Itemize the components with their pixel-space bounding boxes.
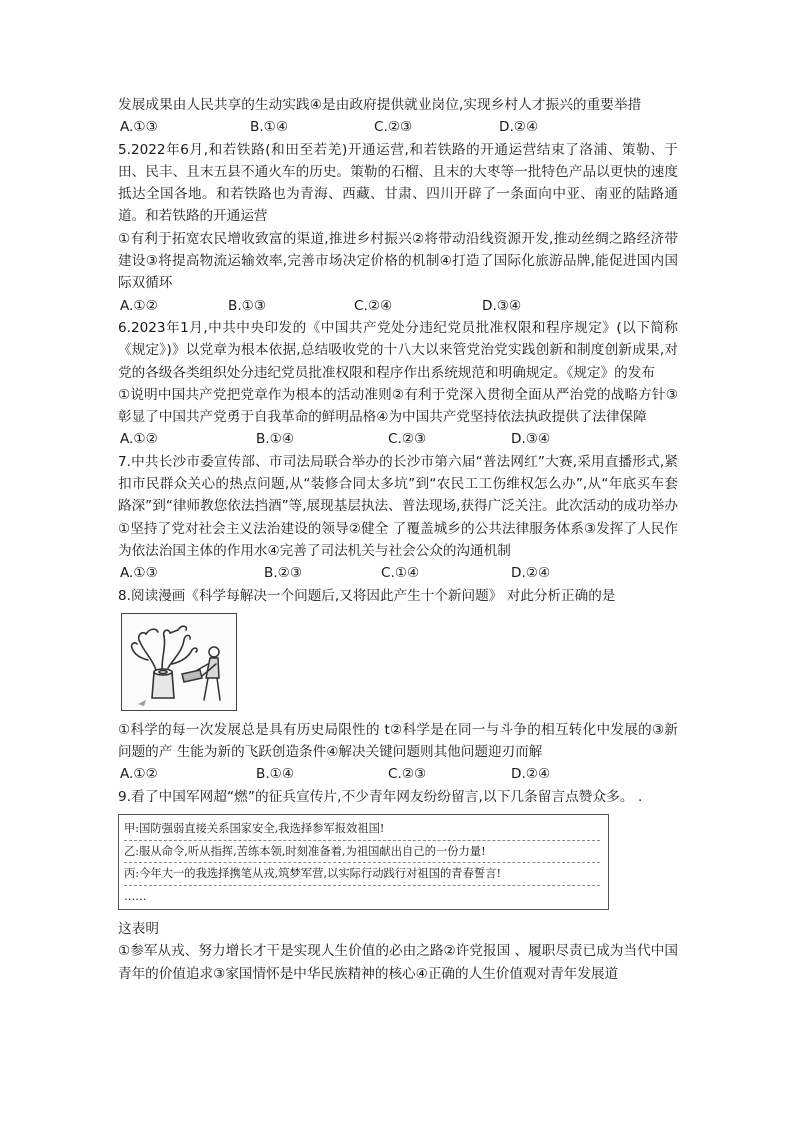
- q5-options: [118, 295, 678, 317]
- option-b: B.①③: [228, 297, 267, 314]
- q7-options: [118, 562, 678, 584]
- q7-statements: ①坚持了党对社会主义法治建设的领导②健全 了覆盖城乡的公共法律服务体系③发挥了人民作为依法治国主体的作用水④完善了司法机关与社会公众的沟通机制: [118, 520, 678, 559]
- q9-stem: 9.看了中国军网超“燃”的征兵宣传片,不少青年网友纷纷留言,以下几条留言点赞众多。 .: [118, 788, 643, 805]
- exam-page: [118, 94, 678, 985]
- option-c: C.②④: [354, 297, 393, 314]
- option-b: B.①④: [256, 766, 295, 783]
- q8-stem: 8.阅读漫画《科学每解决一个问题后,又将因此产生十个新问题》 对此分析正确的是: [118, 587, 616, 604]
- q4-tail-line: 发展成果由人民共享的生动实践④是由政府提供就业岗位,实现乡村人才振兴的重要举措: [118, 97, 642, 113]
- option-c: C.①④: [381, 565, 420, 582]
- option-d: D.③④: [482, 297, 522, 314]
- option-d: D.③④: [511, 431, 551, 448]
- option-a: A.①②: [120, 297, 158, 314]
- option-d: D.②④: [499, 119, 539, 136]
- option-a: A.①②: [120, 431, 158, 448]
- divider: [124, 862, 600, 863]
- comment-ellipsis: ……: [124, 889, 147, 903]
- option-c: C.②③: [388, 766, 427, 783]
- option-c: C.②③: [388, 431, 427, 448]
- option-a: A.①②: [120, 766, 158, 783]
- option-b: B.②③: [264, 565, 303, 582]
- option-a: A.①③: [120, 119, 158, 136]
- q6-statements: ①说明中国共产党把党章作为根本的活动准则②有利于党深入贯彻全面从严治党的战略方针③彰显了中国共产党勇于自我革命的鲜明品格④为中国共产党坚持依法执政提供了法律保障: [118, 386, 678, 426]
- q4-options: [118, 116, 678, 138]
- q6-stem: 6.2023年1月,中共中央印发的《中国共产党处分违纪党员批准权限和程序规定》(以下简称《规定》)》以党章为根本依据,总结吸收党的十八大以来管党治党实践创新和制度创新成果,对党的各级各类组织处分违纪党员批准权限和程序作出系统规范和明确规定。《规定》的发布: [118, 319, 678, 381]
- comic-illustration: [122, 614, 236, 710]
- option-a: A.①③: [120, 565, 158, 582]
- option-d: D.②④: [511, 766, 551, 783]
- divider: [124, 885, 600, 886]
- option-d: D.②④: [511, 565, 551, 582]
- q9-statements: ①参军从戎、努力增长才干是实现人生价值的必由之路②许党报国 、履职尽责已成为当代中国青年的价值追求③家国情怀是中华民族精神的核心④正确的人生价值观对青年发展道: [118, 943, 678, 982]
- comment-jia: 甲:国防强弱直接关系国家安全,我选择参军报效祖国!: [124, 822, 385, 836]
- q7-stem: 7.中共长沙市委宣传部、市司法局联合举办的长沙市第六届“普法网红”大赛,采用直播形式,紧扣市民群众关心的热点问题,从“装修合同太多坑”到“农民工工伤维权怎么办”,从“年底买车套路深”到“律师教您依法挡酒”等,展现基层执法、普法现场,获得广泛关注。此次活动的成功举办: [118, 453, 678, 515]
- comment-bing: 丙:今年大一的我选择携笔从戎,筑梦军营,以实际行动践行对祖国的青春誓言!: [124, 867, 502, 881]
- option-b: B.①④: [256, 431, 295, 448]
- science-comic-image: [121, 613, 237, 711]
- q9-follow: 这表明: [118, 921, 160, 938]
- q8-statements: ①科学的每一次发展总是具有历史局限性的 t②科学是在同一与斗争的相互转化中发展的③新问题的产 生能为新的飞跃创造条件④解决关键问题则其他问题迎刃而解: [118, 721, 678, 761]
- q5-stem: 5.2022年6月,和若铁路(和田至若羌)开通运营,和若铁路的开通运营结束了洛浦、策勒、于田、民丰、且末五县不通火车的历史。策勒的石榴、且末的大枣等一批特色产品以更快的速度抵达全国各地。和若铁路也为青海、西藏、甘肃、四川开辟了一条面向中亚、南亚的陆路通道。和若铁路的开通运营: [118, 141, 678, 225]
- comments-box: [118, 814, 609, 910]
- q8-options: [118, 763, 678, 785]
- q5-statements: ①有利于拓宽农民增收致富的渠道,推进乡村振兴②将带动沿线资源开发,推动丝绸之路经济带建设③将提高物流运输效率,完善市场决定价格的机制④打造了国际化旅游品牌,能促进国内国际双循环: [118, 230, 678, 292]
- q6-options: [118, 428, 678, 450]
- option-c: C.②③: [374, 119, 413, 136]
- option-b: B.①④: [250, 119, 289, 136]
- divider: [124, 840, 600, 841]
- comment-yi: 乙:服从命令,听从指挥,苦练本领,时刻准备着,为祖国献出自己的一份力量!: [124, 844, 486, 858]
